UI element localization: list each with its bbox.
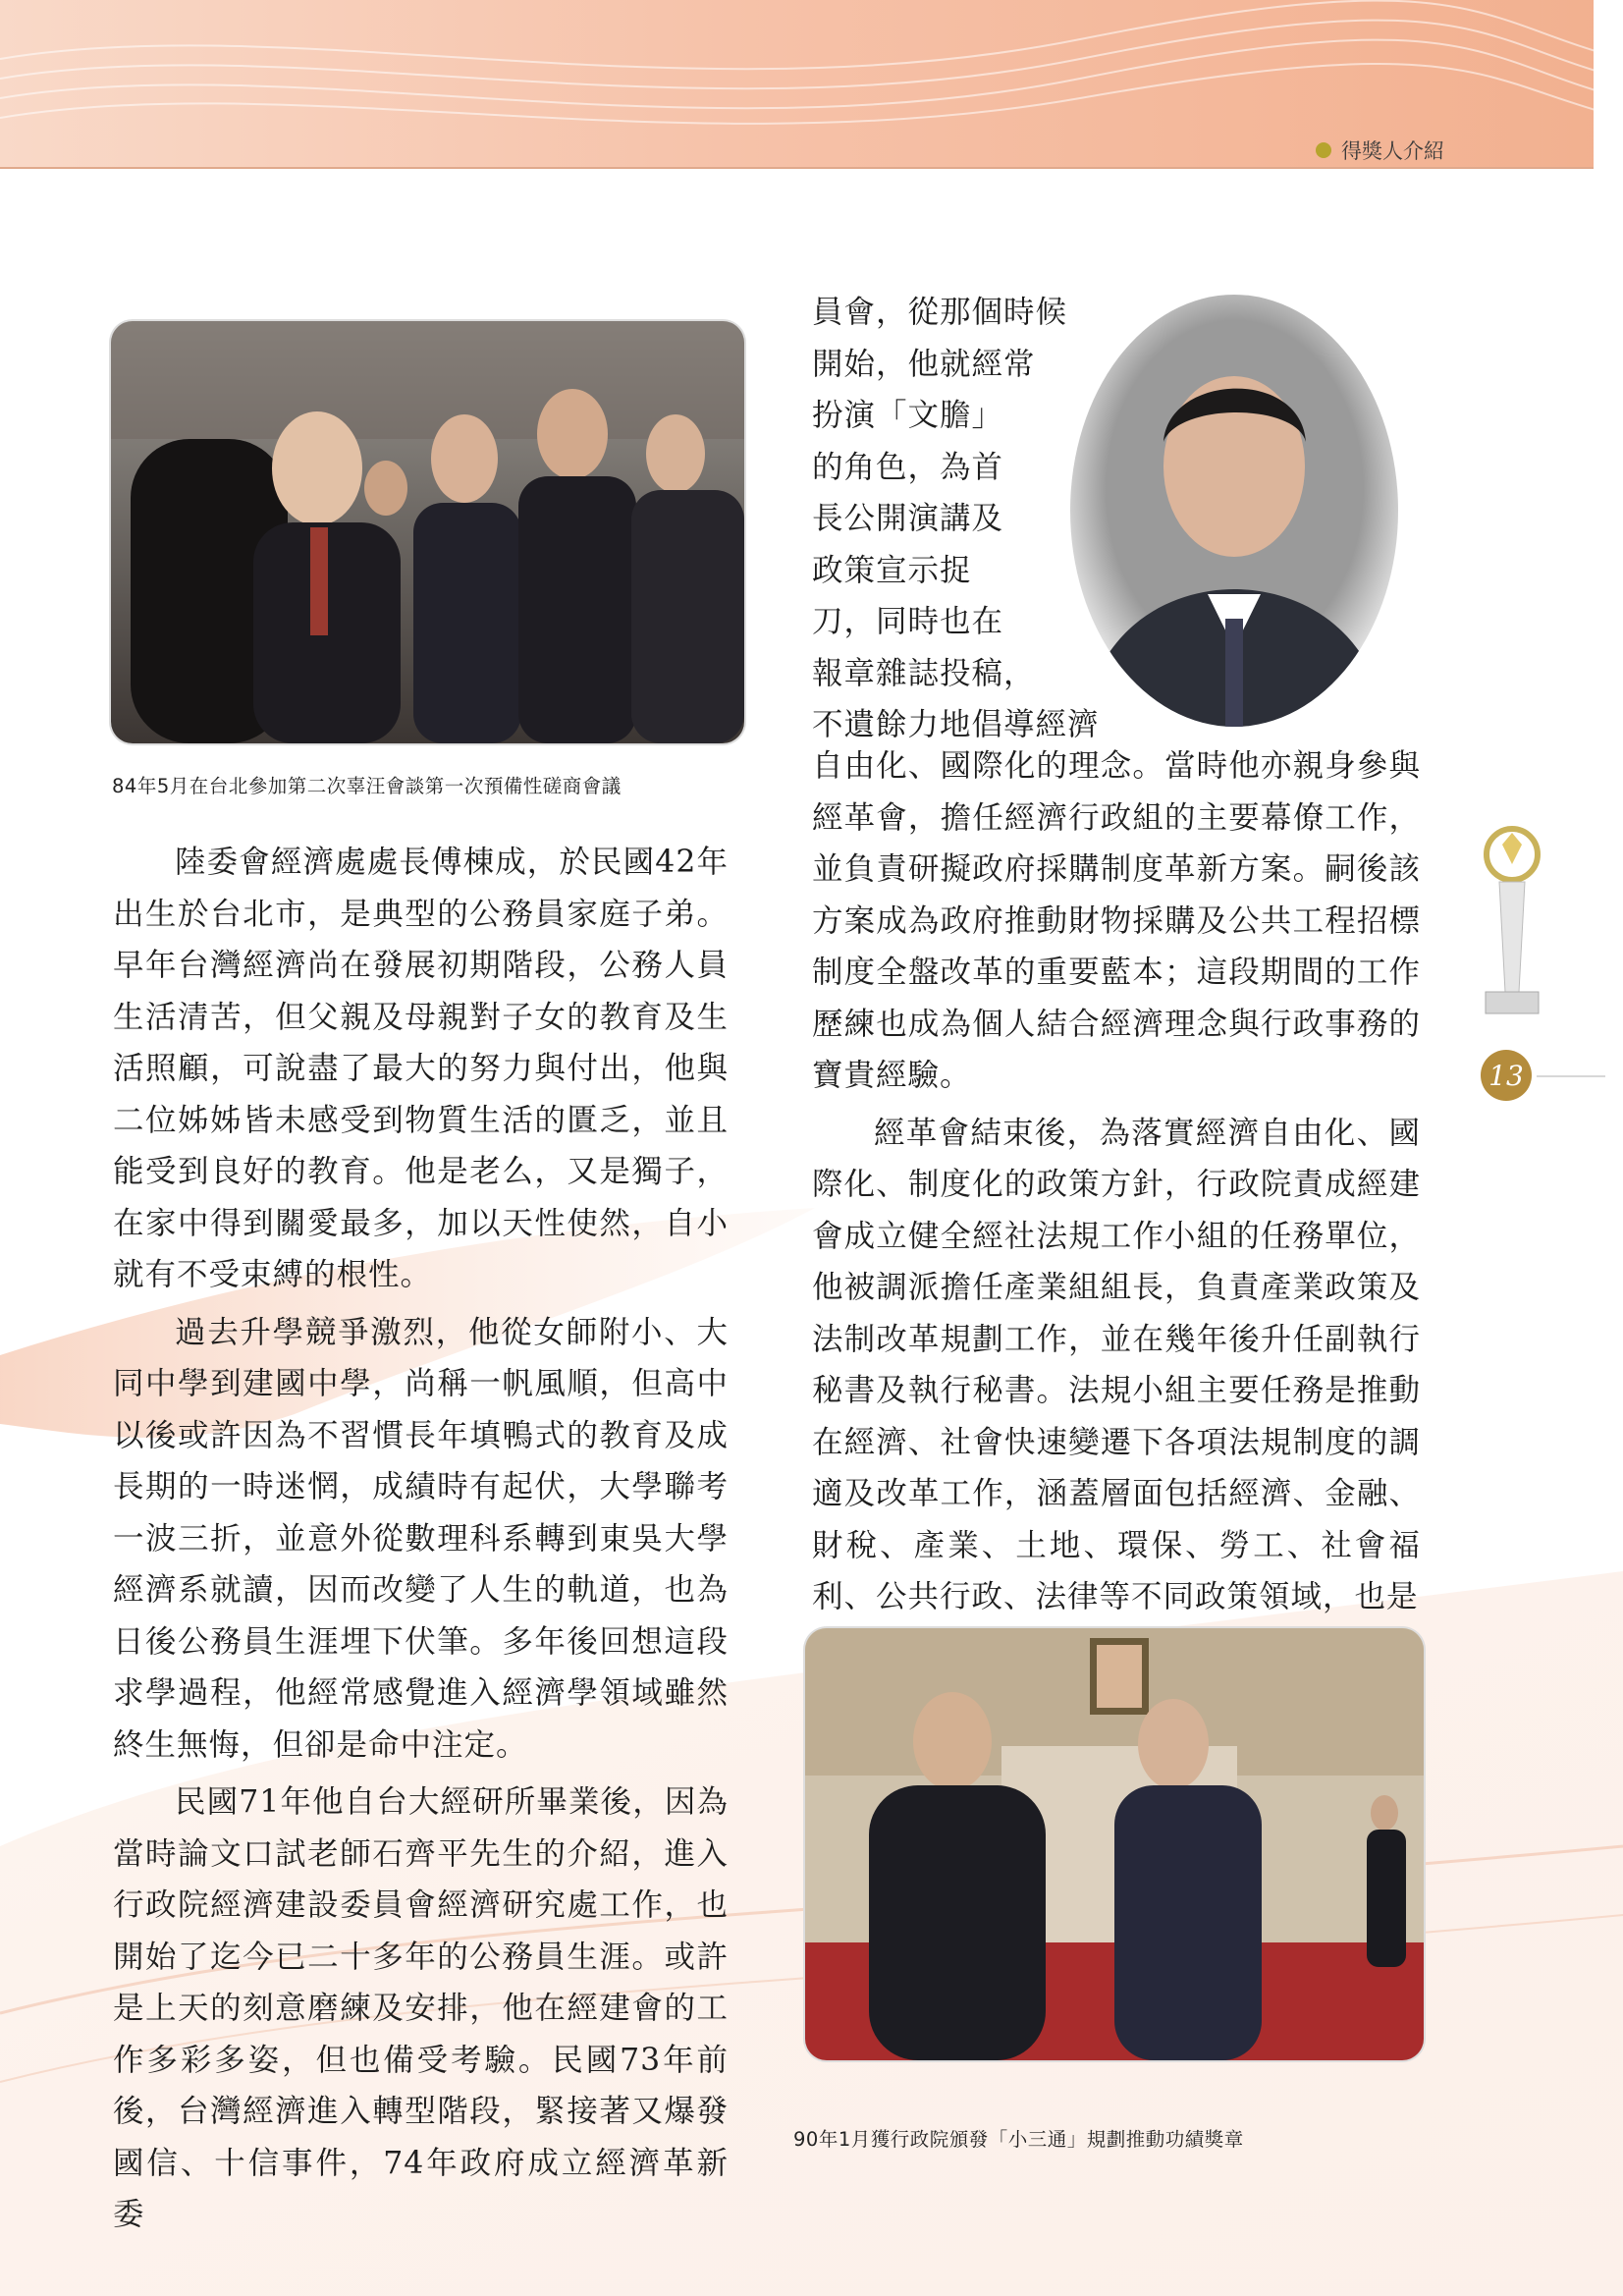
- meeting-photo: [111, 321, 744, 743]
- bottom-photo-caption: 90年1月獲行政院頒發「小三通」規劃推動功績獎章: [793, 2128, 1244, 2151]
- trophy-icon: [1478, 825, 1546, 1025]
- bullet-dot-icon: [1316, 142, 1331, 158]
- narrow-line: 報章雜誌投稿，: [812, 655, 1036, 691]
- right-column: [812, 740, 1421, 1623]
- left-paragraph-1: 陸委會經濟處處長傅棟成，於民國42年出生於台北市，是典型的公務員家庭子弟。早年台灣經濟尚在發展初期階段，公務人員生活清苦，但父親及母親對子女的教育及生活照顧，可說盡了最大的努力與付出，他與二位姊姊皆未感受到物質生活的匱乏，並且能受到良好的教育。他是老么，又是獨子，在家中得到關愛最多，加以天性使然，自小就有不受束縛的根性。: [113, 845, 729, 1292]
- page-number-rule: [1537, 1075, 1605, 1077]
- narrow-line: 政策宣示捉: [812, 552, 972, 588]
- left-paragraph-2: 過去升學競爭激烈，他從女師附小、大同中學到建國中學，尚稱一帆風順，但高中以後或許因為不習慣長年填鴨式的教育及成長期的一時迷惘，成績時有起伏，大學聯考一波三折，並意外從數理科系轉到東吳大學經濟系就讀，因而改變了人生的軌道，也為日後公務員生涯埋下伏筆。多年後回想這段求學過程，他經常感覺進入經濟學領域雖然終生無悔，但卻是命中注定。: [113, 1314, 729, 1763]
- top-photo-caption: 84年5月在台北參加第二次辜汪會談第一次預備性磋商會議: [112, 775, 622, 797]
- narrow-line: 扮演「文膽」: [812, 398, 1004, 433]
- narrow-line: 不遺餘力地倡導經濟: [812, 707, 1100, 742]
- left-paragraph-3: 民國71年他自台大經研所畢業後，因為當時論文口試老師石齊平先生的介紹，進入行政院經濟建設委員會經濟研究處工作，也開始了迄今已二十多年的公務員生涯。或許是上天的刻意磨練及安排，他在經建會的工作多彩多姿，但也備受考驗。民國73年前後，台灣經濟進入轉型階段，緊接著又爆發國信、十信事件，74年政府成立經濟革新委: [113, 1784, 729, 2232]
- narrow-line: 刀，同時也在: [812, 604, 1004, 639]
- narrow-line: 開始，他就經常: [812, 346, 1036, 382]
- narrow-line: 長公開演講及: [812, 501, 1004, 536]
- narrow-line: 員會，從那個時候: [812, 295, 1068, 330]
- page-edge: [1594, 0, 1623, 187]
- section-label-text: 得獎人介紹: [1341, 139, 1444, 163]
- left-column: [113, 837, 729, 2241]
- right-column-narrow: [812, 287, 1116, 751]
- right-paragraph-2: 經革會結束後，為落實經濟自由化、國際化、制度化的政策方針，行政院責成經建會成立健全經社法規工作小組的任務單位，他被調派擔任產業組組長，負責產業政策及法制改革規劃工作，並在幾年後升任副執行秘書及執行秘書。法規小組主要任務是推動在經濟、社會快速變遷下各項法規制度的調適及改革工作，涵蓋層面包括經濟、金融、財稅、產業、土地、環保、勞工、社會福利、公共行政、法律等不同政策領域，也是: [812, 1115, 1421, 1614]
- award-ceremony-photo: [805, 1628, 1424, 2060]
- portrait-photo: [1070, 295, 1399, 727]
- right-paragraph-1-tail: 自由化、國際化的理念。當時他亦親身參與經革會，擔任經濟行政組的主要幕僚工作，並負責研擬政府採購制度革新方案。嗣後該方案成為政府推動財物採購及公共工程招標制度全盤改革的重要藍本；這段期間的工作歷練也成為個人結合經濟理念與行政事務的寶貴經驗。: [812, 748, 1421, 1093]
- narrow-line: 的角色，為首: [812, 449, 1004, 485]
- section-label: [1316, 136, 1444, 165]
- page-number: 13: [1481, 1050, 1532, 1101]
